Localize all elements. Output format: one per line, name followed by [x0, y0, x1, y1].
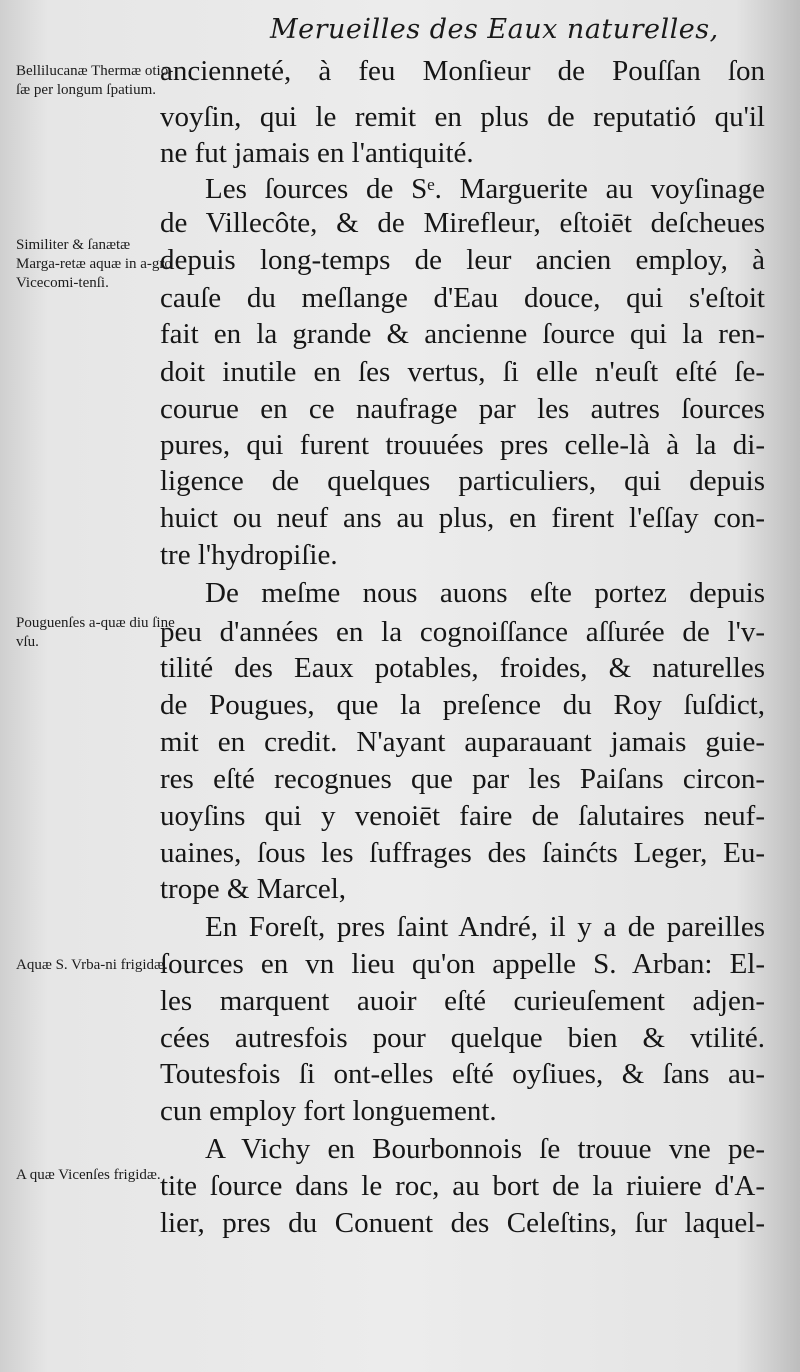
running-head: Meruеilles des Eaux naturelles,: [270, 14, 719, 45]
text-line: depuis long-temps de leur ancien employ, à: [160, 244, 765, 276]
text-line: uoyſins qui y venoiēt faire de ſalutaires neuf-: [160, 800, 765, 832]
margin-note-similiter: Similiter & ſanætæ Marga-retæ aquæ in a-gro Vicecomi-tenſi.: [16, 237, 172, 291]
text-line: de Pougues, que la preſence du Roy ſuſdict,: [160, 689, 765, 721]
text-line: ſources en vn lieu qu'on appelle S. Arban: El-: [160, 948, 765, 980]
text-line: huict ou neuf ans au plus, en firent l'eſſay con-: [160, 502, 765, 534]
text-line: ancienneté, à feu Monſieur de Pouſſan ſon: [160, 55, 765, 87]
text-line: tilité des Eaux potables, froides, & naturelles: [160, 652, 765, 684]
text-line: Les ſources de Sᵉ. Marguerite au voyſinage: [205, 173, 765, 205]
text-line: mit en credit. N'ayant auparauant jamais guie-: [160, 726, 765, 758]
text-line: lier, pres du Conuent des Celeſtins, ſur laquel-: [160, 1207, 765, 1239]
text-line: ligence de quelques particuliers, qui depuis: [160, 465, 765, 497]
text-line: res eſté recognues que par les Paiſans circon-: [160, 763, 765, 795]
text-line: pures, qui furent trouuées pres celle-là à la di-: [160, 429, 765, 461]
text-line: uaines, ſous les ſuffrages des ſainćts Leger, Eu-: [160, 837, 765, 869]
text-line: De meſme nous auons eſte portez depuis: [205, 577, 765, 609]
text-line: ne fut jamais en l'antiquité.: [160, 137, 474, 169]
text-line: trope & Marcel,: [160, 873, 347, 905]
text-line: En Foreſt, pres ſaint André, il y a de pareilles: [205, 911, 765, 943]
text-line: tite ſource dans le roc, au bort de la riuiere d'A-: [160, 1170, 765, 1202]
margin-note-vrbani: Aquæ S. Vrba-ni frigidæ.: [16, 957, 168, 973]
text-line: cées autresfois pour quelque bien & vtilité.: [160, 1022, 765, 1054]
text-line: de Villecôte, & de Mirefleur, eſtoiēt deſcheues: [160, 207, 765, 239]
text-line: voyſin, qui le remit en plus de reputatió qu'il: [160, 101, 765, 133]
text-line: les marquent auoir eſté curieuſement adjen-: [160, 985, 765, 1017]
text-line: fait en la grande & ancienne ſource qui la ren-: [160, 318, 765, 350]
text-line: tre l'hydropiſie.: [160, 539, 338, 571]
text-line: courue en ce naufrage par les autres ſources: [160, 393, 765, 425]
margin-note-pouguenses: Pouguenſes a-quæ diu ſine vſu.: [16, 615, 175, 650]
text-line: Toutesfois ſi ont-elles eſté oyſiues, & ſans au-: [160, 1058, 765, 1090]
text-line: cauſe du meſlange d'Eau douce, qui s'eſtoit: [160, 282, 765, 314]
text-line: A Vichy en Bourbonnois ſe trouue vne pe-: [205, 1133, 765, 1165]
text-line: doit inutile en ſes vertus, ſi elle n'euſt eſté ſe-: [160, 356, 765, 388]
margin-note-vicenses: A quæ Vicenſes frigidæ.: [16, 1167, 161, 1183]
margin-note-bellilucanae: Bellilucanæ Thermæ otio-ſæ per longum ſpatium.: [16, 63, 174, 98]
text-line: cun employ fort longuement.: [160, 1095, 497, 1127]
text-line: peu d'années en la cognoiſſance aſſurée de l'v-: [160, 616, 765, 648]
